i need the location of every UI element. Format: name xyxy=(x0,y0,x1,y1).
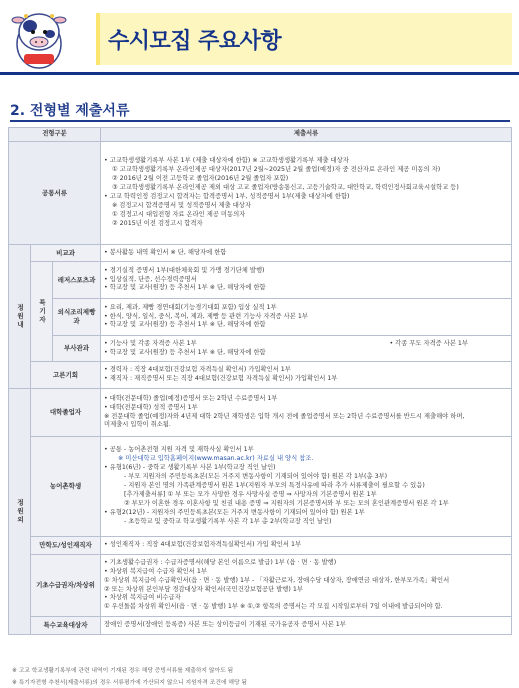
row-content-culinary: • 요리, 제과, 제빵 경연대회(기능경기대회 포함) 입상 실적 1부 • 한식, 양식, 일식, 중식, 복어, 제과, 제빵 등 관련 기능사 자격증 사본 1부 • 학교장 및 교사(원장) 등 추천서 1부 ※ 단, 해당자에 한함 xyxy=(101,299,512,336)
table-row xyxy=(9,262,512,299)
table-row xyxy=(9,389,512,437)
row-label-equal-opportunity: 고른기회 xyxy=(31,362,101,389)
row-label-basic-livelihood: 기초수급권자/차상위 xyxy=(31,555,101,617)
footnote: ※ 특기자전형 추천서(제출서류)의 경우 서류평가에 가산되지 않으니 지원자격 조건에 해당 됨 xyxy=(12,680,247,686)
table-row xyxy=(9,336,512,362)
section-divider xyxy=(10,120,510,122)
row-label-special-talent: 특기자 xyxy=(31,262,53,362)
title-divider xyxy=(0,72,519,75)
table-header-row xyxy=(9,128,512,142)
row-content-college-grad: • 대학(전문대학) 졸업(예정)증명서 또는 2학년 수료증명서 1부 • 대학(전문대학) 성적 증명서 1부 ※ 전문대학 졸업(예정)자와 4년제 대학 2학년 재학생은 입학 개시 전에 졸업증명서 또는 2학년 수료증명서를 반드시 제출해야 하며, 미제출시 입학이 취소됨. xyxy=(101,389,512,437)
row-content-common: • 고교학생생활기록부 사본 1부 (제출 대상자에 한함) ※ 고교학생생활기록부 제출 대상자 ① 고교학생생활기록부 온라인제공 대상자(2017년 2월~2025년 2월 졸업(예정)자 중 전산자료 온라인 제공 미동의 자) ② 2016년 2월 이전 고등학교 졸업자(2016년 2월 졸업자 포함) ③ 고교학생생활기록부 온라인제공 제외 대상 고교 졸업자(방송통신고, 고등기술학교, 대안학교, 학력인정사회교육시설학교 등) • 고교 학력인정 검정고시 합격자는 합격증명서 1부, 성적증명서 1부(제출 대상자에 한함) ※ 검정고시 합격증명서 및 성적증명서 제출 대상자 ① 검정고시 대입전형 자료 온라인 제공 미동의자 ② 2015년 이전 검정고시 합격자 xyxy=(101,142,512,245)
row-label-nco: 부사관과 xyxy=(53,336,101,362)
header xyxy=(0,0,519,76)
row-content-basic-livelihood: • 기초생활수급권자 : 수급자증명서(해당 본인 이름으로 발급) 1부 (읍 · 면 · 동 발행) • 차상위 복지급여 수급자 확인서 1부 ① 차상위 복지급여 수급확인서(읍 · 면 · 동 발행) 1부 - 「자활근로자, 장애수당 대상자, 장애연금 대상자, 한부모가족」확인서 ② 또는 차상위 본인부담 경감대상자 확인서(국민건강보험공단 발행) 1부 • 차상위 복지급여 비수급자 ① 우선돌봄 차상위 확인서(읍 · 면 · 동 발행) 1부 ※ ①,② 항목의 증명서는 각 모집 시작일로부터 7일 이내에 발급되어야 함. xyxy=(101,555,512,617)
row-content-rural: • 공통 - 농어촌전형 지원 자격 및 재학사실 확인서 1부 ※ 미산대학교 입학홈페이지(www.masan.ac.kr) 자료실 내 양식 참조. • 유형1(6년) - 중학교 생활기록부 사본 1부(학교장 직인 날인) - 부모 지원자의 주민등록초본(모든 거주지 변동사항이 기재되어 있어야 함) 원본 각 1부(총 3부) - 지원자 본인 명의 가족관계증명서 원본 1부(지원자 부모의 특정사유에 따라 추가 서류제출이 필요할 수 있음) [추가제출서류] ① 부 또는 모가 사망한 경우 사망사실 증명 ⇒ 사망자의 기본증명서 원본 1부 ② 부모가 이혼한 경우 이혼사항 및 친권 내용 증명 ⇒ 지원자의 기본증명서와 부 또는 모의 혼인관계증명서 원본 각 1부 • 유형2(12년) - 지원자의 주민등록초본(모든 거주지 변동사항이 기재되어 있어야 함) 원본 1부 - 초등학교 및 중학교 학교생활기록부 사본 각 1부 총 2부(학교장 직인 날인) xyxy=(101,437,512,537)
table-row xyxy=(9,142,512,245)
header-category: 전형구분 xyxy=(9,128,101,142)
row-content-extracurricular: • 봉사활동 내역 확인서 ※ 단, 해당자에 한함 xyxy=(101,245,512,262)
header-documents: 제출서류 xyxy=(101,128,512,142)
cow-mascot-icon xyxy=(6,4,72,72)
group-label-within: 정원내 xyxy=(9,245,31,389)
row-content-special-education: 장애인 증명서(장애인 등록증) 사본 또는 상이등급이 기재된 국가유공자 증명서 사본 1부 xyxy=(101,617,512,635)
table-row xyxy=(9,299,512,336)
table-row xyxy=(9,537,512,555)
row-content-nco: • 기능사 및 각종 자격증 사본 1부 • 각종 무도 자격증 사본 1부 • 학교장 및 교사(원장) 등 추천서 1부 ※ 단, 해당자에 한함 xyxy=(101,336,512,362)
row-label-culinary: 외식조리제빵과 xyxy=(53,299,101,336)
row-content-leisure-sports: • 경기실적 증명서 1부(대한체육회 및 가맹 경기단체 발행) • 입상실적, 단증, 선수경력증명서 • 학교장 및 교사(원장) 등 추천서 1부 ※ 단, 해당자에 한함 xyxy=(101,262,512,299)
row-label-common: 공통서류 xyxy=(9,142,101,245)
row-label-special-education: 특수교육대상자 xyxy=(31,617,101,635)
table-row xyxy=(9,362,512,389)
table-row xyxy=(9,245,512,262)
documents-table xyxy=(8,127,512,635)
table-row xyxy=(9,437,512,537)
table-row xyxy=(9,555,512,617)
footnote: ※ 고교 학교생활기록부에 관련 내역이 기재된 경우 해당 증빙서류를 제출하지 않아도 됨 xyxy=(12,668,234,674)
row-label-leisure-sports: 레저스포츠과 xyxy=(53,262,101,299)
row-content-equal-opportunity: • 경력자 : 직장 4대보험(건강보험 자격득실 확인서) 가입확인서 1부 • 재직자 : 재직증명서 또는 직장 4대보험(건강보험 자격득실 확인서) 가입확인서 1부 xyxy=(101,362,512,389)
page-title: 수시모집 주요사항 xyxy=(108,29,282,54)
row-label-adult-learner: 만학도/성인재직자 xyxy=(31,537,101,555)
row-label-college-grad: 대학졸업자 xyxy=(31,389,101,437)
row-content-adult-learner: • 성인재직자 : 직장 4대보험(건강보험자격득실확인서) 가입 확인서 1부 xyxy=(101,537,512,555)
group-label-outside: 정원외 xyxy=(9,389,31,635)
table-row xyxy=(9,617,512,635)
row-label-extracurricular: 비교과 xyxy=(31,245,101,262)
row-label-rural: 농어촌학생 xyxy=(31,437,101,537)
section-title: 2. 전형별 제출서류 xyxy=(10,103,130,119)
